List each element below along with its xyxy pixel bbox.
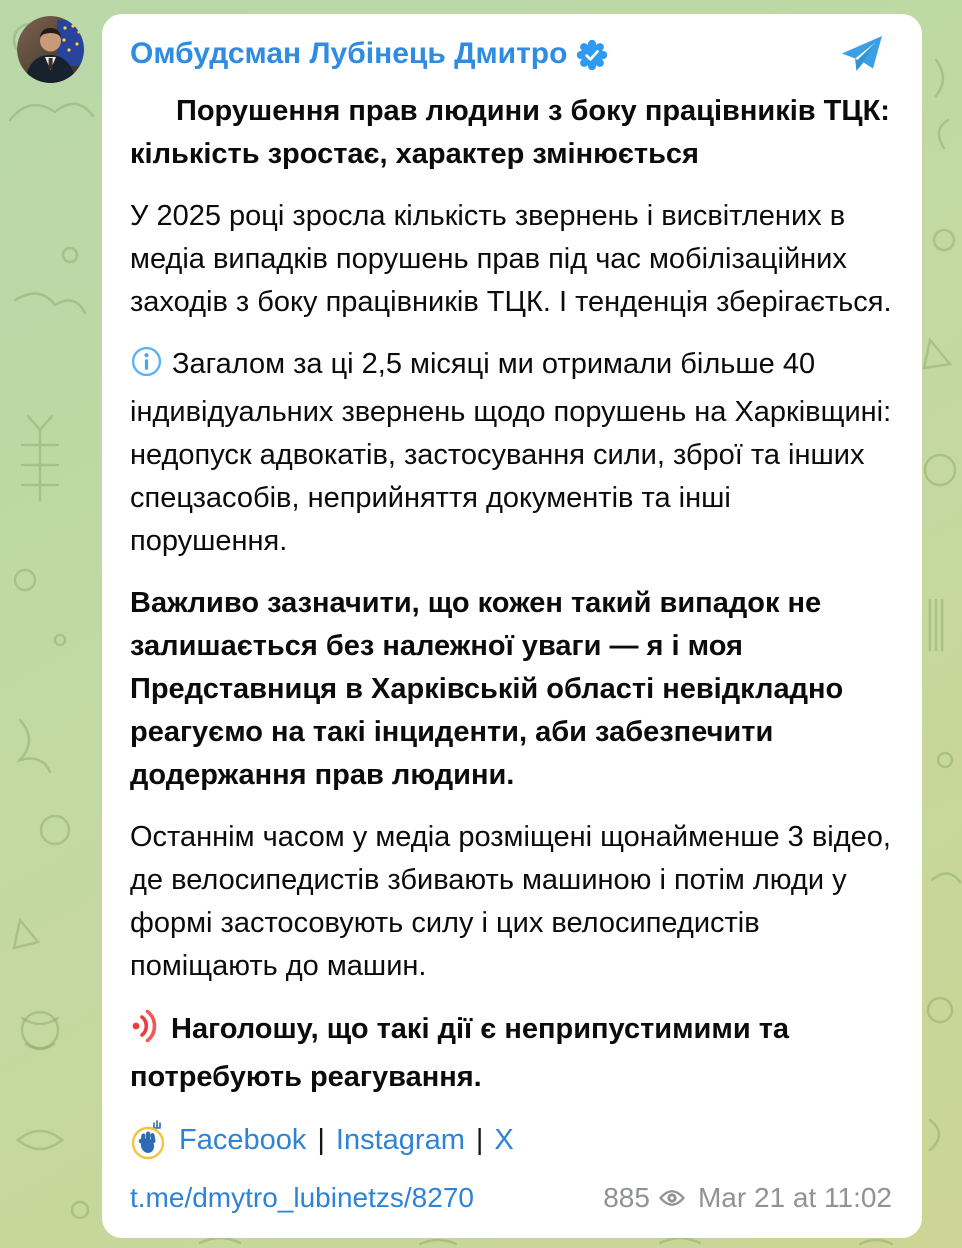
avatar-image (17, 16, 84, 83)
views-count: 885 (603, 1182, 650, 1213)
paragraph-4: Останнім часом у медіа розміщені щонайменше 3 відео, де велосипедистів збивають машиною і потім люди у формі застосовують силу і цих велосипедистів поміщають до машин. (130, 821, 891, 982)
link-separator: | (317, 1123, 325, 1156)
channel-avatar[interactable] (17, 16, 84, 83)
paragraph-2-text: Загалом за ці 2,5 місяці ми отримали більше 40 індивідуальних звернень щодо порушень на Харківщині: недопуск адвокатів, застосування сили, зброї та інших спецзасобів, неприйняття документів та інші порушення. (130, 348, 892, 557)
message-footer (130, 1182, 892, 1220)
verified-badge-icon (577, 40, 607, 70)
facebook-link[interactable]: Facebook (179, 1123, 307, 1156)
sound-waves-icon (130, 1007, 162, 1056)
message-timestamp: Mar 21 at 11:02 (697, 1182, 892, 1213)
channel-name[interactable]: Омбудсман Лубінець Дмитро (130, 37, 568, 70)
post-title: Порушення прав людини з боку працівників ТЦК: кількість зростає, характер змінюється (130, 95, 890, 170)
instagram-link[interactable]: Instagram (335, 1123, 465, 1156)
social-links-row (130, 1120, 892, 1160)
post-permalink[interactable]: t.me/dmytro_lubinetzs/8270 (130, 1182, 474, 1213)
paragraph-5-text: Наголошу, що такі дії є неприпустимими та потребують реагування. (130, 1013, 790, 1093)
paragraph-2 (130, 343, 892, 563)
paragraph-5 (130, 1007, 892, 1099)
telegram-plane-icon[interactable] (838, 34, 884, 74)
message-header (130, 34, 892, 74)
paragraph-1: У 2025 році зросла кількість звернень і висвітлених в медіа випадків порушень прав під час мобілізаційних заходів з боку працівників ТЦК. І тенденція зберігається. (130, 200, 892, 318)
message-bubble (102, 14, 922, 1238)
paragraph-3: Важливо зазначити, що кожен такий випадок не залишається без належної уваги — я і моя Представниця в Харківській області невідкладно реагуємо на такі інциденти, аби забезпечити додержання прав людини. (130, 587, 844, 791)
eye-icon (658, 1188, 686, 1208)
info-icon (130, 345, 163, 391)
ombudsman-logo-icon (130, 1120, 168, 1160)
link-separator: | (475, 1123, 484, 1156)
x-link[interactable]: X (494, 1123, 514, 1156)
